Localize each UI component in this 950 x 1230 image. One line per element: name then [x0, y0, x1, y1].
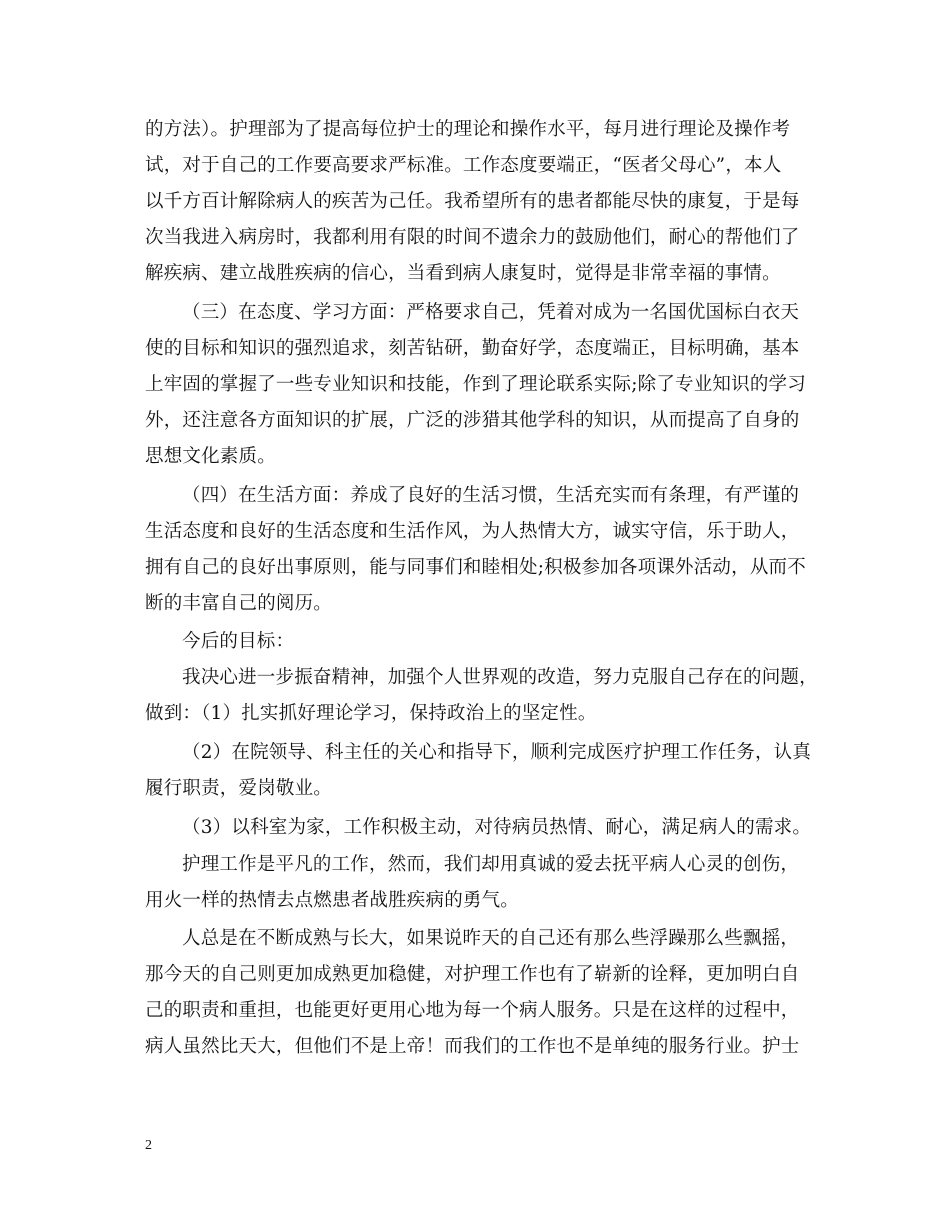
- text-line: 做到：（1）扎实抓好理论学习，保持政治上的坚定性。: [145, 703, 597, 724]
- text-line: 的方法）。护理部为了提高每位护士的理论和操作水平，每月进行理论及操作考: [145, 119, 791, 140]
- text-line: 人总是在不断成熟与长大，如果说昨天的自己还有那么些浮躁那么些飘摇，: [182, 928, 800, 949]
- text-line: 试，对于自己的工作要高要求严标准。工作态度要端正，“医者父母心”，本人: [145, 155, 782, 176]
- section-title: 今后的目标：: [182, 631, 295, 652]
- text-line: 我决心进一步振奋精神，加强个人世界观的改造，努力克服自己存在的问题，: [182, 667, 818, 688]
- text-line: 那今天的自己则更加成熟更加稳健，对护理工作也有了崭新的诠释，更加明白自: [145, 964, 800, 985]
- text-line: 拥有自己的良好出事原则，能与同事们和睦相处;积极参加各项课外活动，从而不: [145, 557, 806, 578]
- text-line: 解疾病、建立战胜疾病的信心，当看到病人康复时，觉得是非常幸福的事情。: [145, 263, 781, 284]
- text-line: 外，还注意各方面知识的扩展，广泛的涉猎其他学科的知识，从而提高了自身的: [145, 410, 800, 431]
- text-line: 病人虽然比天大，但他们不是上帝！而我们的工作也不是单纯的服务行业。护士: [145, 1036, 800, 1057]
- paragraph-heading-line: （三）在态度、学习方面：严格要求自己，凭着对成为一名国优国标白衣天: [182, 302, 800, 323]
- paragraph-heading-line: （四）在生活方面：养成了良好的生活习惯，生活充实而有条理，有严谨的: [182, 485, 800, 506]
- text-line: 使的目标和知识的强烈追求，刻苦钻研，勤奋好学，态度端正，目标明确，基本: [145, 338, 800, 359]
- text-line: 己的职责和重担，也能更好更用心地为每一个病人服务。只是在这样的过程中，: [145, 1000, 800, 1021]
- text-line: 断的丰富自己的阅历。: [145, 593, 333, 614]
- text-line: 护理工作是平凡的工作，然而，我们却用真诚的爱去抚平病人心灵的创伤，: [182, 854, 800, 875]
- text-line: 上牢固的掌握了一些专业知识和技能，作到了理论联系实际;除了专业知识的学习: [145, 374, 806, 395]
- text-line: 履行职责，爱岗敬业。: [145, 778, 333, 799]
- text-line: 次当我进入病房时，我都利用有限的时间不遗余力的鼓励他们，耐心的帮他们了: [145, 227, 800, 248]
- text-line: 以千方百计解除病人的疾苦为己任。我希望所有的患者都能尽快的康复，于是每: [145, 191, 800, 212]
- text-line: 生活态度和良好的生活态度和生活作风，为人热情大方，诚实守信，乐于助人，: [145, 521, 800, 542]
- text-line: 思想文化素质。: [145, 446, 276, 467]
- page-number: 2: [145, 1138, 152, 1153]
- list-item-line: （3）以科室为家，工作积极主动，对待病员热情、耐心，满足病人的需求。: [182, 817, 812, 838]
- text-line: 用火一样的热情去点燃患者战胜疾病的勇气。: [145, 890, 520, 911]
- list-item-line: （2）在院领导、科主任的关心和指导下，顺利完成医疗护理工作任务，认真: [182, 742, 812, 763]
